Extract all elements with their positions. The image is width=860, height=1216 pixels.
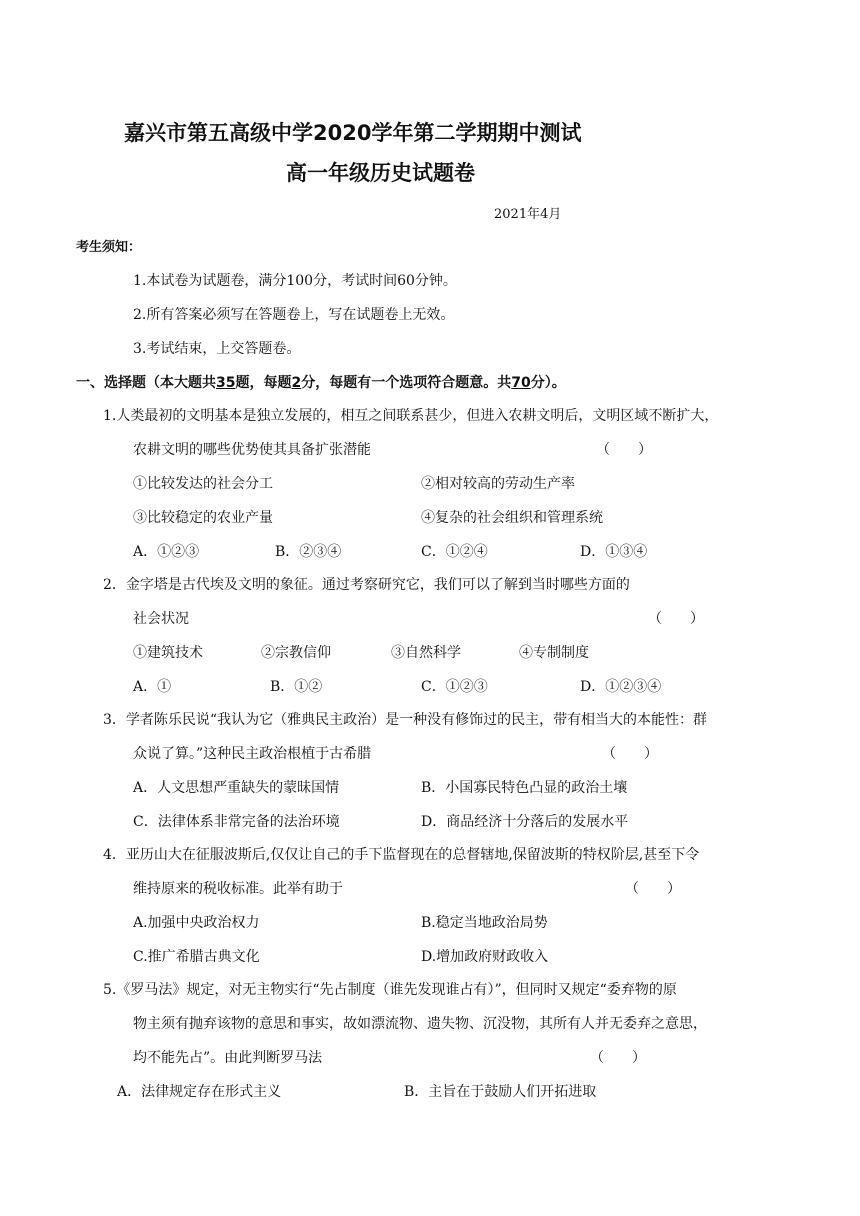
q2-stem-line1: 2．金字塔是古代埃及文明的象征。通过考察研究它，我们可以了解到当时哪些方面的	[103, 577, 630, 593]
q4-option-d: D.增加政府财政收入	[421, 949, 549, 965]
q3-answer-paren: （ ）	[602, 746, 658, 762]
q2-option-c: C．①②③	[421, 679, 488, 695]
q2-statement-2: ②宗教信仰	[261, 645, 331, 661]
q1-statement-1: ①比较发达的社会分工	[133, 476, 273, 492]
q3-stem-line2: 众说了算。”这种民主政治根植于古希腊	[133, 746, 372, 762]
section-heading	[76, 372, 566, 392]
q3-option-c: C．法律体系非常完备的法治环境	[133, 814, 340, 830]
q2-stem-line2: 社会状况	[133, 611, 189, 627]
q2-answer-paren: （ ）	[648, 611, 704, 627]
q3-option-a: A．人文思想严重缺失的蒙昧国情	[133, 780, 340, 796]
section-mid2: 分，每题有一个选项符合题意。共	[301, 375, 512, 391]
q2-option-a: A．①	[133, 679, 172, 695]
points-per-question: 2	[291, 375, 302, 391]
q5-option-b: B．主旨在于鼓励人们开拓进取	[404, 1084, 597, 1100]
exam-subtitle: 高一年级历史试题卷	[286, 161, 475, 185]
q5-stem-line1: 5.《罗马法》规定，对无主物实行“先占制度（谁先发现谁占有）”，但同时又规定“委弃物的原	[103, 982, 677, 998]
q1-statement-2: ②相对较高的劳动生产率	[421, 476, 575, 492]
q3-stem-line1: 3．学者陈乐民说“我认为它（雅典民主政治）是一种没有修饰过的民主，带有相当大的本能性：群	[103, 712, 708, 728]
q1-option-d: D．①③④	[580, 544, 648, 560]
q1-stem-line2: 农耕文明的哪些优势使其具备扩张潜能	[133, 442, 371, 458]
q1-option-b: B．②③④	[275, 544, 342, 560]
q2-statement-1: ①建筑技术	[133, 645, 203, 661]
section-suffix: 分）。	[530, 375, 566, 391]
total-points: 70	[511, 375, 531, 391]
q4-option-c: C.推广希腊古典文化	[133, 949, 260, 965]
question-count: 35	[216, 375, 236, 391]
q3-option-d: D．商品经济十分落后的发展水平	[421, 814, 629, 830]
q4-answer-paren: （ ）	[625, 881, 681, 897]
q4-option-b: B.稳定当地政治局势	[421, 915, 548, 931]
notice-item: 2.所有答案必须写在答题卷上，写在试题卷上无效。	[133, 307, 455, 323]
q4-stem-line2: 维持原来的税收标准。此举有助于	[133, 881, 343, 897]
q5-option-a: A．法律规定存在形式主义	[117, 1084, 282, 1100]
notice-item: 3.考试结束，上交答题卷。	[133, 341, 301, 357]
q1-option-c: C．①②④	[421, 544, 488, 560]
q1-option-a: A．①②③	[133, 544, 200, 560]
q2-option-d: D．①②③④	[580, 679, 662, 695]
exam-date: 2021年4月	[494, 207, 562, 222]
q2-statement-3: ③自然科学	[391, 645, 461, 661]
q4-stem-line1: 4．亚历山大在征服波斯后,仅仅让自己的手下监督现在的总督辖地,保留波斯的特权阶层,甚至下令	[103, 847, 700, 863]
q1-stem-line1: 1.人类最初的文明基本是独立发展的，相互之间联系甚少，但进入农耕文明后，文明区域不断扩大，	[103, 408, 719, 424]
q1-statement-3: ③比较稳定的农业产量	[133, 510, 273, 526]
section-prefix: 一、选择题（本大题共	[76, 375, 216, 391]
q1-statement-4: ④复杂的社会组织和管理系统	[421, 510, 603, 526]
q5-stem-line2: 物主须有抛弃该物的意思和事实，故如漂流物、遗失物、沉没物，其所有人并无委弃之意思，	[133, 1016, 707, 1032]
notice-heading: 考生须知：	[76, 240, 142, 255]
q5-answer-paren: （ ）	[590, 1050, 646, 1066]
q2-statement-4: ④专制制度	[519, 645, 589, 661]
q1-answer-paren: （ ）	[596, 442, 652, 458]
q3-option-b: B．小国寡民特色凸显的政治土壤	[421, 780, 628, 796]
notice-item: 1.本试卷为试题卷，满分100分，考试时间60分钟。	[133, 273, 457, 289]
q5-stem-line3: 均不能先占”。由此判断罗马法	[133, 1050, 323, 1066]
q2-option-b: B．①②	[270, 679, 323, 695]
section-mid1: 题，每题	[235, 375, 292, 391]
q4-option-a: A.加强中央政治权力	[133, 915, 260, 931]
exam-title: 嘉兴市第五高级中学2020学年第二学期期中测试	[124, 121, 582, 145]
